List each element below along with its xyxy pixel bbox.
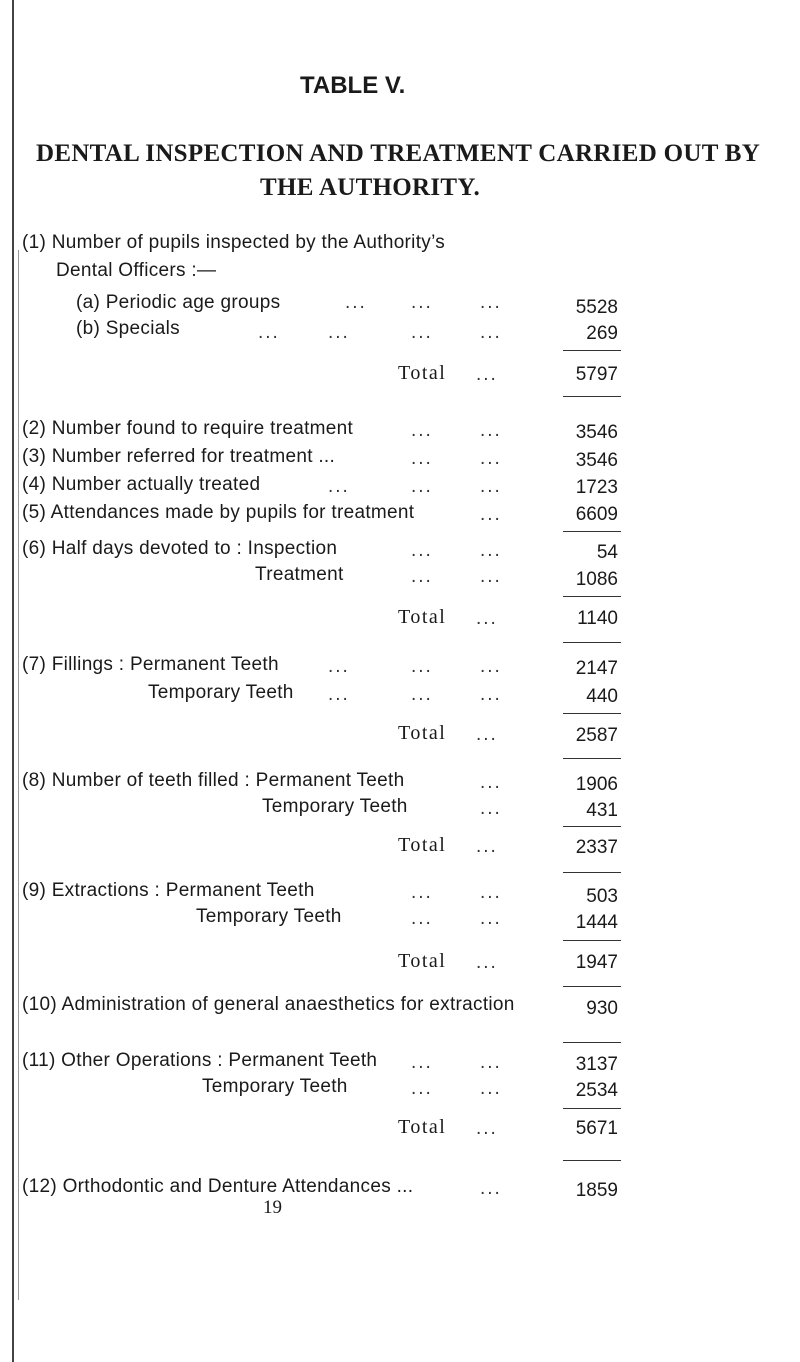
item-1a-label: (a) Periodic age groups — [76, 292, 281, 313]
leader-dots: ... — [411, 1052, 433, 1073]
item-9-sub-label: Temporary Teeth — [196, 906, 342, 927]
leader-dots: ... — [411, 1078, 433, 1099]
leader-dots: ... — [480, 772, 502, 793]
page-number: 19 — [263, 1197, 282, 1218]
sum-rule — [563, 531, 621, 532]
item-1-total-label: Total — [398, 362, 447, 384]
leader-dots: ... — [480, 504, 502, 525]
leader-dots: ... — [480, 448, 502, 469]
item-11-value-1: 3137 — [575, 1054, 618, 1075]
leader-dots: ... — [476, 836, 498, 857]
leader-dots: ... — [328, 656, 350, 677]
leader-dots: ... — [480, 540, 502, 561]
item-8-label: (8) Number of teeth filled : Permanent Teeth — [22, 770, 405, 791]
leader-dots: ... — [476, 724, 498, 745]
leader-dots: ... — [411, 882, 433, 903]
leader-dots: ... — [480, 798, 502, 819]
item-9-value-1: 503 — [586, 886, 618, 907]
item-2-value: 3546 — [575, 422, 618, 443]
item-1b-label: (b) Specials — [76, 318, 180, 339]
item-8-sub-label: Temporary Teeth — [262, 796, 408, 817]
heading-line-2: THE AUTHORITY. — [260, 174, 481, 201]
leader-dots: ... — [476, 952, 498, 973]
sum-rule — [563, 872, 621, 873]
sum-rule — [563, 758, 621, 759]
item-11-label: (11) Other Operations : Permanent Teeth — [22, 1050, 378, 1071]
sum-rule — [563, 826, 621, 827]
item-7-label: (7) Fillings : Permanent Teeth — [22, 654, 279, 675]
item-6-value-1: 54 — [596, 542, 618, 563]
sum-rule — [563, 1160, 621, 1161]
leader-dots: ... — [411, 420, 433, 441]
leader-dots: ... — [411, 566, 433, 587]
leader-dots: ... — [411, 908, 433, 929]
leader-dots: ... — [480, 476, 502, 497]
item-8-value-1: 1906 — [575, 774, 618, 795]
sum-rule — [563, 986, 621, 987]
leader-dots: ... — [258, 322, 280, 343]
item-6-total-label: Total — [398, 606, 447, 628]
leader-dots: ... — [480, 292, 502, 313]
item-12-value: 1859 — [575, 1180, 618, 1201]
item-1b-value: 269 — [586, 323, 618, 344]
item-2-label: (2) Number found to require treatment — [22, 418, 354, 439]
item-8-total-value: 2337 — [575, 837, 618, 858]
sum-rule — [563, 940, 621, 941]
sum-rule — [563, 396, 621, 397]
leader-dots: ... — [328, 322, 350, 343]
item-6-total-value: 1140 — [577, 608, 618, 629]
item-7-total-value: 2587 — [575, 725, 618, 746]
sum-rule — [563, 1042, 621, 1043]
sum-rule — [563, 1108, 621, 1109]
item-5-label: (5) Attendances made by pupils for treatment — [22, 502, 415, 523]
leader-dots: ... — [480, 420, 502, 441]
item-8-value-2: 431 — [586, 800, 618, 821]
item-7-total-label: Total — [398, 722, 447, 744]
leader-dots: ... — [480, 684, 502, 705]
item-12-label: (12) Orthodontic and Denture Attendances ... — [22, 1176, 414, 1197]
item-3-value: 3546 — [575, 450, 618, 471]
leader-dots: ... — [480, 1052, 502, 1073]
item-3-label: (3) Number referred for treatment ... — [22, 446, 336, 467]
leader-dots: ... — [480, 656, 502, 677]
item-7-value-2: 440 — [586, 686, 618, 707]
leader-dots: ... — [411, 684, 433, 705]
page-edge-line — [18, 250, 19, 1300]
leader-dots: ... — [411, 656, 433, 677]
leader-dots: ... — [476, 1118, 498, 1139]
item-9-value-2: 1444 — [575, 912, 618, 933]
item-6-label: (6) Half days devoted to : Inspection — [22, 538, 338, 559]
leader-dots: ... — [411, 540, 433, 561]
item-1-label-cont: Dental Officers :— — [56, 260, 217, 281]
item-11-total-value: 5671 — [575, 1118, 618, 1139]
leader-dots: ... — [480, 882, 502, 903]
item-4-value: 1723 — [575, 477, 618, 498]
page-edge — [0, 0, 14, 1362]
leader-dots: ... — [480, 1078, 502, 1099]
leader-dots: ... — [480, 322, 502, 343]
leader-dots: ... — [411, 322, 433, 343]
item-5-value: 6609 — [575, 504, 618, 525]
sum-rule — [563, 642, 621, 643]
item-7-sub-label: Temporary Teeth — [148, 682, 294, 703]
item-9-total-label: Total — [398, 950, 447, 972]
leader-dots: ... — [476, 608, 498, 629]
leader-dots: ... — [480, 908, 502, 929]
leader-dots: ... — [411, 292, 433, 313]
leader-dots: ... — [328, 684, 350, 705]
item-1a-value: 5528 — [575, 297, 618, 318]
item-9-label: (9) Extractions : Permanent Teeth — [22, 880, 315, 901]
sum-rule — [563, 596, 621, 597]
item-10-label: (10) Administration of general anaesthetics for extraction — [22, 994, 515, 1015]
item-1-label: (1) Number of pupils inspected by the Authority’s — [22, 232, 446, 253]
sum-rule — [563, 350, 621, 351]
leader-dots: ... — [411, 476, 433, 497]
item-6-value-2: 1086 — [575, 569, 618, 590]
sum-rule — [563, 713, 621, 714]
item-7-value-1: 2147 — [575, 658, 618, 679]
heading-line-1: DENTAL INSPECTION AND TREATMENT CARRIED OUT BY — [36, 140, 761, 167]
item-9-total-value: 1947 — [575, 952, 618, 973]
item-11-total-label: Total — [398, 1116, 447, 1138]
leader-dots: ... — [476, 364, 498, 385]
leader-dots: ... — [480, 1178, 502, 1199]
leader-dots: ... — [411, 448, 433, 469]
item-10-value: 930 — [586, 998, 618, 1019]
leader-dots: ... — [480, 566, 502, 587]
leader-dots: ... — [328, 476, 350, 497]
item-4-label: (4) Number actually treated — [22, 474, 261, 495]
item-8-total-label: Total — [398, 834, 447, 856]
leader-dots: ... — [345, 292, 367, 313]
item-1-total-value: 5797 — [575, 364, 618, 385]
item-6-sub-label: Treatment — [255, 564, 344, 585]
item-11-sub-label: Temporary Teeth — [202, 1076, 348, 1097]
table-title: TABLE V. — [300, 72, 406, 99]
item-11-value-2: 2534 — [575, 1080, 618, 1101]
